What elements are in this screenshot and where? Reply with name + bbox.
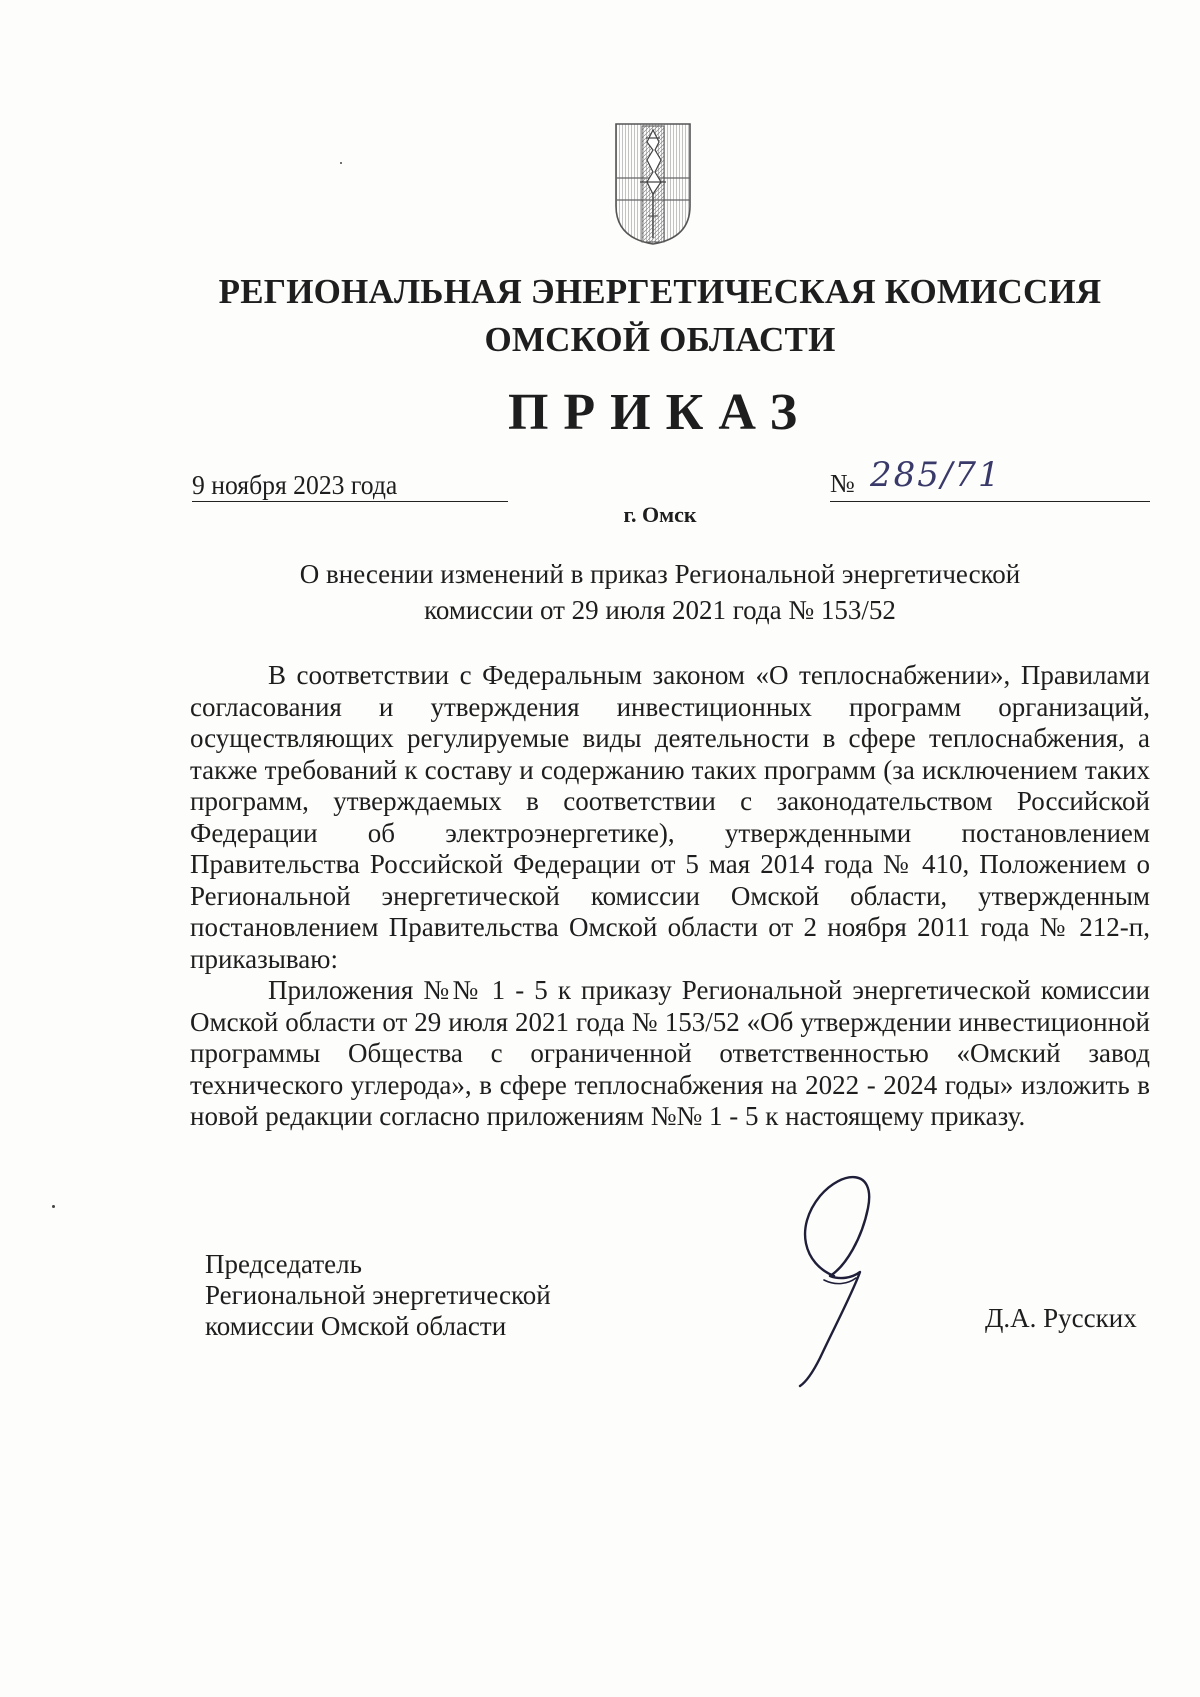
document-date-text: 9 ноября 2023 года	[192, 470, 398, 500]
subject-line-2: комиссии от 29 июля 2021 года № 153/52	[424, 595, 896, 625]
document-number-field	[830, 455, 1150, 502]
signatory-position-line-1: Председатель	[205, 1249, 362, 1279]
organization-name-line-2: ОМСКОЙ ОБЛАСТИ	[484, 320, 836, 359]
scan-artifact-dot	[52, 1205, 55, 1208]
document-type-heading: ПРИКАЗ	[507, 384, 813, 441]
subject-line-1: О внесении изменений в приказ Региональной энергетической	[299, 559, 1021, 589]
body-paragraph-1: В соответствии с Федеральным законом «О теплоснабжении», Правилами согласования и утверждения инвестиционных программ организаций, осуществляющих регулируемые виды деятельности в сфере теплоснабжения, а также требований к составу и содержанию таких программ (за исключением таких программ, утверждаемых в соответствии с законодательством Российской Федерации об электроэнергетике), утвержденными постановлением Правительства Российской Федерации от 5 мая 2014 года № 410, Положением о Региональной энергетической комиссии Омской области, утвержденным постановлением Правительства Омской области от 2 ноября 2011 года № 212-п, приказываю:	[190, 660, 1150, 974]
scan-artifact-dot	[340, 162, 342, 164]
document-date	[192, 469, 508, 502]
signatory-position-line-3: комиссии Омской области	[205, 1311, 507, 1341]
organization-name-line-1: РЕГИОНАЛЬНАЯ ЭНЕРГЕТИЧЕСКАЯ КОМИССИЯ	[218, 272, 1102, 311]
document-number-handwritten: 285/71	[870, 455, 1002, 495]
number-sign: №	[830, 469, 855, 498]
signatory-position-line-2: Региональной энергетической	[205, 1280, 551, 1310]
body-paragraph-2: Приложения №№ 1 - 5 к приказу Региональной энергетической комиссии Омской области от 29 июля 2021 года № 153/52 «Об утверждении инвестиционной программы Общества с ограниченной ответственностью «Омский завод технического углерода», в сфере теплоснабжения на 2022 - 2024 годы» изложить в новой редакции согласно приложениям №№ 1 - 5 к настоящему приказу.	[190, 975, 1150, 1131]
document-city: г. Омск	[623, 502, 697, 527]
document-subject	[240, 556, 1080, 628]
signatory-position	[205, 1249, 625, 1342]
handwritten-signature-icon	[764, 1168, 914, 1388]
document-body	[190, 660, 1150, 1133]
omsk-coat-of-arms-icon	[612, 120, 694, 246]
signer-name: Д.А. Русских	[985, 1303, 1137, 1333]
organization-name	[200, 268, 1120, 364]
